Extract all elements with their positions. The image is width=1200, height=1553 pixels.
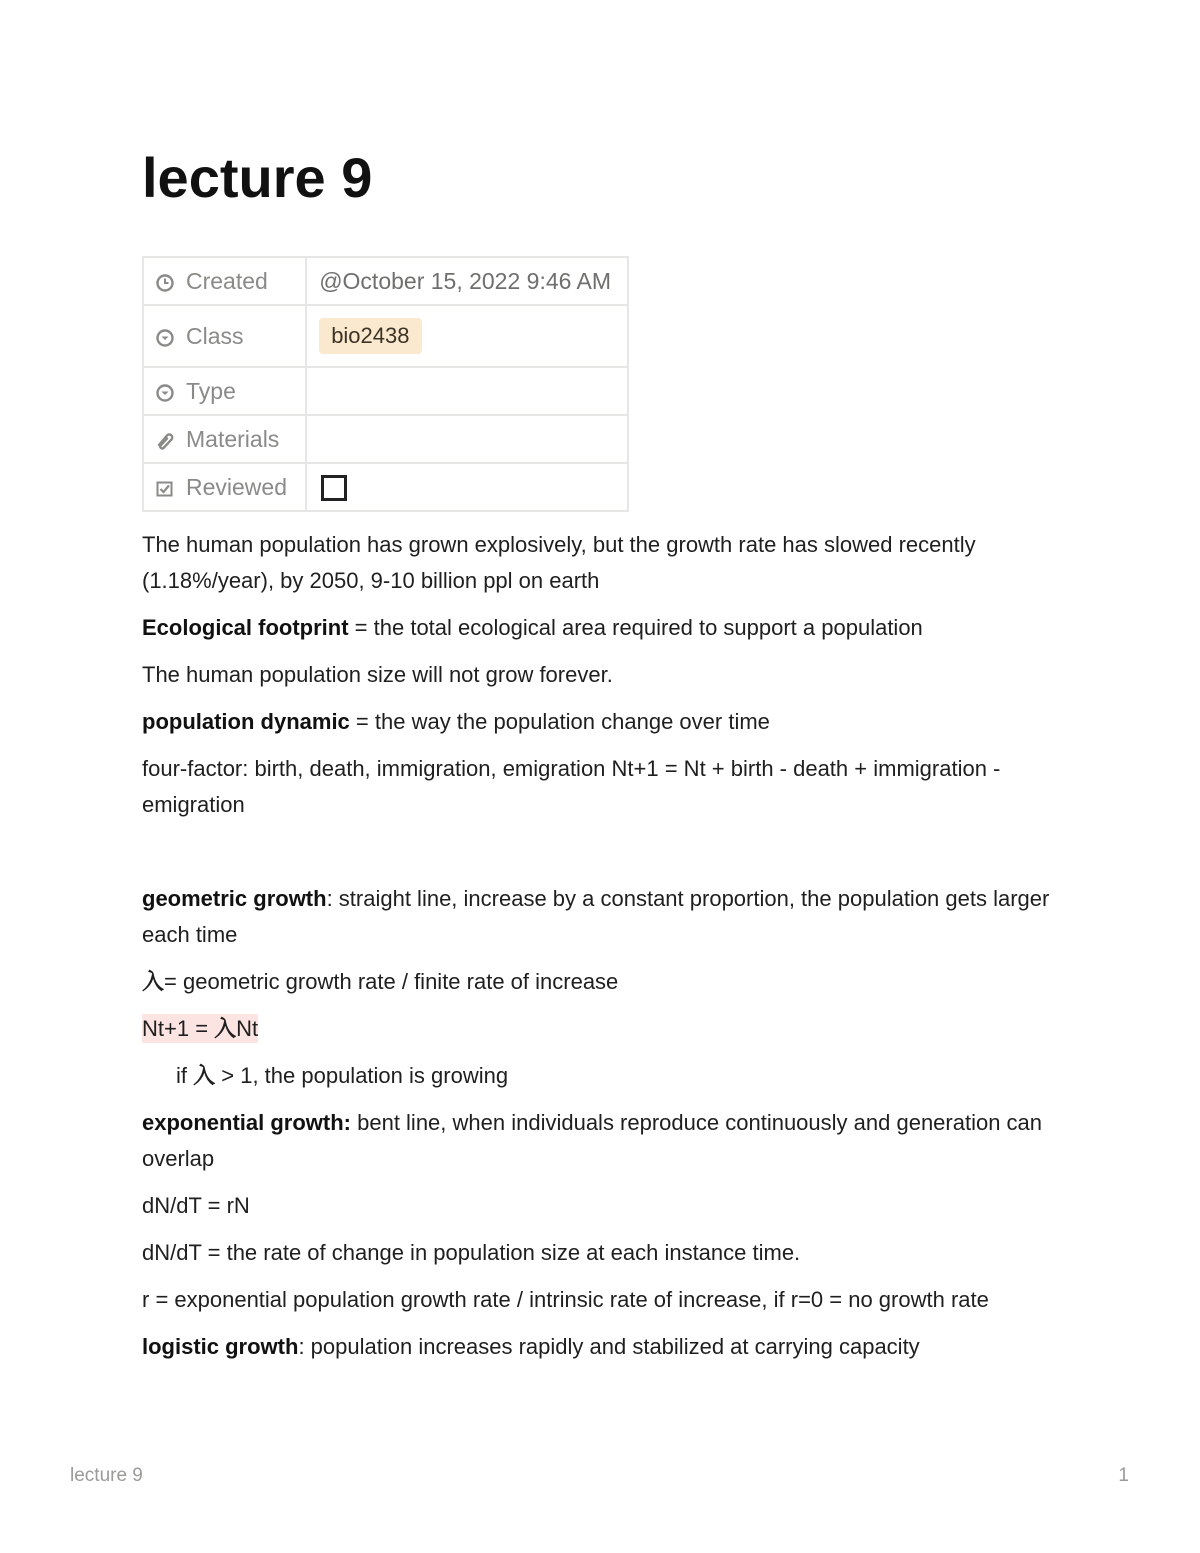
term: logistic growth — [142, 1334, 299, 1359]
paragraph: The human population size will not grow forever. — [142, 662, 613, 687]
term: Ecological footprint — [142, 615, 349, 640]
property-row-created — [143, 257, 628, 305]
reviewed-checkbox[interactable] — [321, 475, 347, 501]
property-key-class — [143, 305, 306, 367]
term: geometric growth — [142, 886, 327, 911]
paragraph: dN/dT = the rate of change in population size at each instance time. — [142, 1240, 801, 1265]
paragraph — [142, 1011, 1062, 1047]
property-row-type — [143, 367, 628, 415]
type-label: Type — [186, 377, 236, 404]
reviewed-label: Reviewed — [186, 473, 287, 500]
paragraph: The human population has grown explosively, but the growth rate has slowed recently (1.18%/year), by 2050, 9-10 billion ppl on earth — [142, 532, 976, 593]
highlighted-formula: Nt+1 = 入Nt — [142, 1016, 259, 1041]
page-number: 1 — [1118, 1465, 1129, 1486]
paragraph: logistic growth: population increases rapidly and stabilized at carrying capacity — [142, 1334, 920, 1359]
select-icon — [156, 329, 174, 347]
page-content — [142, 527, 1062, 1376]
attachment-icon — [156, 432, 174, 450]
indented-paragraph: if 入 > 1, the population is growing — [176, 1063, 509, 1088]
property-row-materials — [143, 415, 628, 463]
paragraph: dN/dT = rN — [142, 1193, 250, 1218]
properties-table — [142, 256, 629, 512]
clock-icon — [156, 274, 174, 292]
paragraph: geometric growth: straight line, increase by a constant proportion, the population gets larger each time — [142, 886, 1050, 947]
materials-label: Materials — [186, 425, 280, 452]
paragraph: Ecological footprint = the total ecological area required to support a population — [142, 615, 923, 640]
page-title: lecture 9 — [142, 146, 373, 209]
property-key-reviewed — [143, 463, 306, 511]
term: population dynamic — [142, 709, 350, 734]
type-value[interactable] — [306, 367, 628, 415]
paragraph: 入= geometric growth rate / finite rate of increase — [142, 969, 619, 994]
class-tag[interactable]: bio2438 — [319, 318, 421, 354]
lambda-symbol: 入 — [142, 969, 165, 994]
created-value[interactable]: @October 15, 2022 9:46 AM — [306, 257, 628, 305]
property-row-class — [143, 305, 628, 367]
empty-line — [142, 834, 1062, 870]
materials-value[interactable] — [306, 415, 628, 463]
property-key-type — [143, 367, 306, 415]
property-key-created — [143, 257, 306, 305]
reviewed-value — [306, 463, 628, 511]
checkbox-icon — [156, 480, 174, 498]
paragraph: population dynamic = the way the population change over time — [142, 709, 770, 734]
lambda-symbol: 入 — [193, 1063, 216, 1088]
property-key-materials — [143, 415, 306, 463]
paragraph: four-factor: birth, death, immigration, emigration Nt+1 = Nt + birth - death + immigration - emigration — [142, 756, 1001, 817]
class-label: Class — [186, 322, 244, 349]
created-label: Created — [186, 267, 268, 294]
class-value[interactable] — [306, 305, 628, 367]
property-row-reviewed — [143, 463, 628, 511]
select-icon — [156, 384, 174, 402]
lambda-symbol: 入 — [214, 1016, 237, 1041]
footer-title: lecture 9 — [70, 1465, 143, 1486]
paragraph: r = exponential population growth rate / intrinsic rate of increase, if r=0 = no growth rate — [142, 1287, 989, 1312]
term: exponential growth: — [142, 1110, 351, 1135]
paragraph: exponential growth: bent line, when individuals reproduce continuously and generation can overlap — [142, 1110, 1043, 1171]
